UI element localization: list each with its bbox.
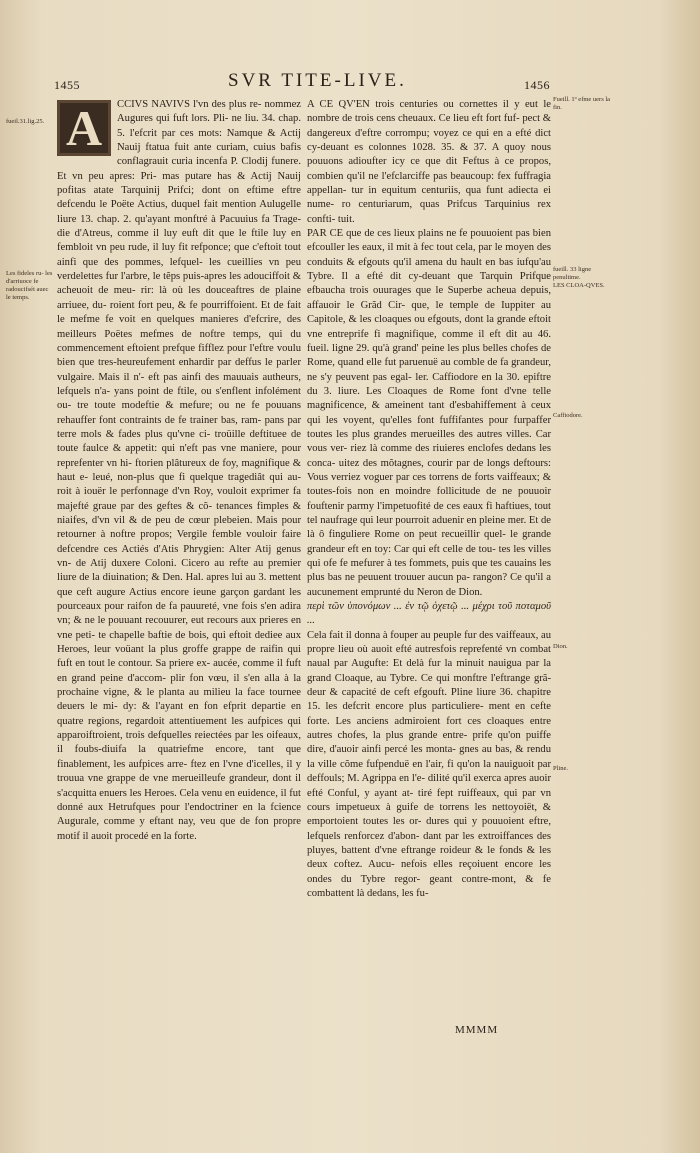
margin-note-right-4: Caffiodore. — [553, 412, 583, 419]
greek-quotation: περὶ τῶν ὑπονόμων ... ἐν τῷ ὀχετῷ ... μέχρι τοῦ ποταμοῦ ... — [307, 601, 551, 627]
left-column-text: CCIVS NAVIVS l'vn des plus re- nommez Augures qui fuft lors. Pli- ne liu. 34. chap. 5. l'efcrit par ces mots: Namque & Actij Nauij ftatua fuit ante curiam, cuius bafis conflagrauit curia incenfa P. Clodij funere. Et vn peu apres: Pri- mas putare has & Actij Nauij pofitas atate Tarquinij Prifci; dont on eftime eftre defcendu le Poëte Actius, duquel fait mention Aulugelle liure 13. chap. 2. qu'ayant monftré à Pacuuius fa Trage- die d'Atreus, comme il luy euft dit que le ftile luy en fembloit vn peu rude, il luy fit refponce; que c'eftoit tout ainfi que des pommes, lefquel- les cueillies vn peu verdelettes fur l'arbre, le tẽps puis-apres les adouciffoit & acheuoit de meu- rir: là où les douceaftres de plaine arriuee, du- roient fort peu, & fe pourriffoient. Et de fait le mefme fe voit en quelques manieres d'efcrire, des meilleurs Poëtes mefmes de noftre temps, qui du commencement eftoient prefque fifflez pour l'eftre voulu bien que tres-heureufement enhardir par deffus le parler vulgaire. Mais il n'- eft pas ainfi des mauuais autheurs, lefquels n'a- yans point de ftile, ou s'enflent infolément ou- tre toute modeftie & mefure; ou ne fe pouuans rehauffer font contraints de fe trainer bas, ram- pans par terre mols & fades plus qu'vne ci- troüille deftituee de toute faulce & appetit: qui n'eft pas vne maniere, pour reprefenter vn hi- ftorien plâtureux de foy, magnifique & haut e- leué, non-plus que fi quelque tragediât qui au- roit à iouër le perfonnage d'vn Roy, vouloit exprimer fa majefté graue par des geftes & cõ- tenances fimples & niaifes, d'vn vil & de peu de cœur plebeien. Mais pour retourner à noftre propos; Vergile femble vouloir faire defcendre ces Actiés d'Atis Phrygien: Alter Atij genus vn- de Atij duxere Coloni. Cicero au refte au premier liure de la diuination; & Den. Hal. apres lui au 3. mettent que ceft augure Actius encore ieune garçon gardant les pourceaux pour raifon de fa pauureté, vne fois s'en adira vn; & ne le pouuant recouurer, eut recours aux prieres en vne peti- te chapelle baftie de bois, qui eftoit dediee aux Heroes, leur voüant la plus groffe grappe de raifin qui fuft en tout le contour. Sa priere ex- aucée, comme il fuft en grand peine d'accom- plir fon vœu, il s'en alla à la prochaine vigne, & le planta au milieu la face tournee deuers le mi- dy: & l'ayant en fon efprit departie en quatre regions, regardoit attentiuement les aufpices qui apparoiftroient, trois defquelles reiectées par les oifeaux, il foubs-diuifa la quatriefme encore, tant que finablement, les aufpices arre- ftez en l'vne d'icelles, il y trouua vne grappe de vne merueilleufe grandeur, dont il s'acquitta enuers les Heroes. Cela venu en euidence, il fut donné aux Hetrufques pour l'endoctriner en la fcience Augurale, comme y eftant nay, veu que de fon propre motif il auoit procedé en la forte. — [57, 99, 301, 842]
margin-note-right-1: Fueill. 1º efme uers la fin. — [553, 96, 611, 111]
drop-cap-ornament: A — [57, 100, 111, 156]
margin-note-left-1: fueil.31.lig.25. — [6, 118, 45, 125]
margin-note-right-3: LES CLOA-QVES. — [553, 282, 605, 289]
page-number-left: 1455 — [54, 78, 80, 92]
margin-note-right-5: Dion. — [553, 643, 568, 650]
right-column-para-1: A CE QV'EN trois centuries ou cornettes il y eut le nombre de trois cens cheuaux. Ce lieu eft fort fuf- pect & dangereux d'eftre corrompu; voyez ce qui en a efté dict cy-deuant es colonnes 1028. 35. & 37. A quoy nous pouuons adioufter icy ce que dit Feftus à ce propos, combien qu'il ne l'efclarciffe pas beaucoup: fex fuffragia appellan- tur in equitum centuriis, qua funt adiecta ei nume- ro centuriarum, quas Prifcus Tarquinius rex confti- tuit. — [307, 99, 551, 225]
margin-note-right-6: Pline. — [553, 765, 568, 772]
margin-note-left-2: Les fideles ru- les d'arriuoce fe radoucifsét auec le temps. — [6, 270, 53, 301]
margin-note-right-2: fueill. 33 ligne penultime. — [553, 266, 592, 281]
page-number-right: 1456 — [524, 78, 550, 92]
right-column-para-3: Cela fait il donna à fouper au peuple fur des vaiffeaux, au propre lieu où auoit efté autresfois reprefenté vn combat naual par Augufte: Et delà fur la minuit nauigua par la grand Cloaque, au Tybre. Ce qui monftre l'eftrange grã- deur & capacité de ceft efgouft. Pline liure 36. chapitre 15. les defcrit encore plus particuliere- ment en cefte forte. Les anciens admiroient fort ces cloaques entre autres chofes, la plus grande entre- prife qu'on puiffe dire, d'auoir ainfi percé les monta- gnes au bas, & rendu la ville cõme fufpenduë en l'air, fi qu'on la nauiguoit par deffouls; M. Agrippa en l'e- dilité qu'il exerca apres auoir efté Conful, y ayant at- tiré fept ruiffeaux, qui par vn cours impetueux à guife de torrens les nettoyoiët, & emportoient toutes les or- dures qui y pouuoient eftre, lefquels renforcez d'abon- dant par les extroiffances des pluyes, battent d'vne eftrange roideur & le fonds & les deux coftez. Aucu- nefois elles reçoiuent encore les ondes du Tybre regor- geant contre-mont, & fe combattent là dedans, les fu- — [307, 629, 551, 899]
catchword: MMMM — [455, 1024, 499, 1036]
left-column — [57, 98, 301, 844]
right-column-para-2: PAR CE que de ces lieux plains ne fe pouuoient pas bien efcouller les eaux, il mit à fec tout cela, par le moyen des conduits & efgouts qu'il amena du hault en bas iufqu'au Tybre. Il a efté dit cy-deuant que Tarquin Prifque efbaucha trois ouurages que le Superbe acheua depuis, affauoir le Grãd Cir- que, le temple de Iuppiter au Capitole, & les cloaques ou efgouts, dont la grande eftoit vne entreprife fi magnifique, comme il eft dit au 46. fueil. ligne 29. qu'à grand' peine les plus belles chofes de Rome, quand elle fut paruenuë au comble de fa grandeur, ne s'y peuvent pas egal- ler. Caffiodore en la 30. epiftre du 3. liure. Les Cloaques de Rome font d'vne telle magnificence, & ameinent tant d'esbahiffement à ceux qui les voyent, qu'elles font fuffifantes pour furpaffer toutes les plus grandes merueilles des autres villes. Car vous ver- riez là comme des riuieres enclofes dedans les conca- uitez des mõtagnes, courir par de longs deftours: Vous verriez voguer par ces torrens de forts vaiffeaux; & toutes-fois non en moindre follicitude de ne pouuoir fouftenir parmy l'impetuofité de ces eaux fi haftiues, tout tel naufrage qui leur pourroit aduenir en pleine mer. Et de là ô finguliere Rome on peut recueillir quel- le grande grandeur eft en toy: Car qui eft celle de tou- tes les villes qui ofe fe mefurer à tes fommets, puis que tes cauains les plus bas ne peuuent trouuer aucun pa- rangon? Ce qu'il a aucunement emprunté du Neron de Dion. — [307, 228, 551, 598]
right-column — [307, 98, 551, 901]
running-title: SVR TITE-LIVE. — [228, 70, 407, 91]
